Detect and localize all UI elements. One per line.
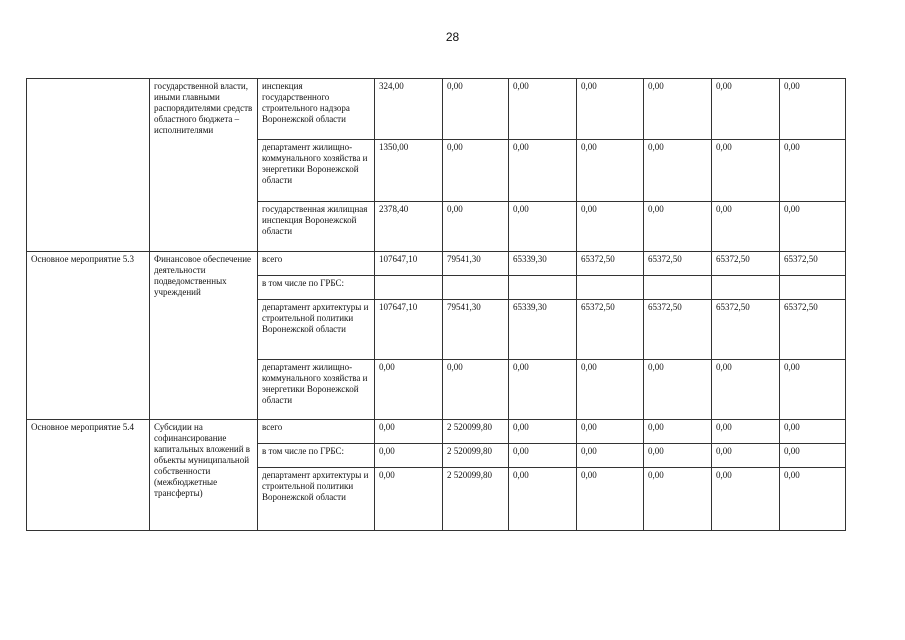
value-cell: 2378,40 xyxy=(375,202,443,252)
value-cell: 0,00 xyxy=(509,444,577,468)
value-cell: 2 520099,80 xyxy=(443,420,509,444)
measure-name-cell: Финансовое обеспечение деятельности подведомственных учреждений xyxy=(150,252,258,420)
value-cell: 65339,30 xyxy=(509,300,577,360)
value-cell: 65372,50 xyxy=(644,300,712,360)
value-cell: 0,00 xyxy=(509,202,577,252)
executor-cell: департамент архитектуры и строительной политики Воронежской области xyxy=(258,468,375,531)
value-cell: 0,00 xyxy=(509,420,577,444)
value-cell: 0,00 xyxy=(443,140,509,202)
value-cell: 107647,10 xyxy=(375,300,443,360)
value-cell: 0,00 xyxy=(443,79,509,140)
executor-cell: инспекция государственного строительного надзора Воронежской области xyxy=(258,79,375,140)
value-cell xyxy=(780,276,846,300)
table-row xyxy=(27,252,846,276)
value-cell: 79541,30 xyxy=(443,300,509,360)
value-cell: 0,00 xyxy=(509,360,577,420)
measure-cell xyxy=(27,79,150,252)
value-cell: 0,00 xyxy=(375,468,443,531)
value-cell: 0,00 xyxy=(780,420,846,444)
value-cell: 0,00 xyxy=(577,360,644,420)
value-cell: 107647,10 xyxy=(375,252,443,276)
value-cell: 65372,50 xyxy=(780,300,846,360)
value-cell: 0,00 xyxy=(644,420,712,444)
executor-cell: департамент архитектуры и строительной политики Воронежской области xyxy=(258,300,375,360)
value-cell: 65372,50 xyxy=(780,252,846,276)
value-cell xyxy=(577,276,644,300)
value-cell: 0,00 xyxy=(780,444,846,468)
value-cell: 0,00 xyxy=(644,360,712,420)
value-cell: 0,00 xyxy=(712,444,780,468)
value-cell: 0,00 xyxy=(509,140,577,202)
executor-cell: в том числе по ГРБС: xyxy=(258,276,375,300)
value-cell: 0,00 xyxy=(712,140,780,202)
value-cell xyxy=(375,276,443,300)
value-cell: 0,00 xyxy=(577,444,644,468)
executor-cell: всего xyxy=(258,420,375,444)
value-cell: 65372,50 xyxy=(644,252,712,276)
executor-cell: департамент жилищно-коммунального хозяйства и энергетики Воронежской области xyxy=(258,360,375,420)
value-cell: 0,00 xyxy=(375,420,443,444)
value-cell: 0,00 xyxy=(780,79,846,140)
page-number: 28 xyxy=(445,30,460,44)
value-cell xyxy=(443,276,509,300)
value-cell xyxy=(509,276,577,300)
value-cell: 0,00 xyxy=(644,468,712,531)
value-cell: 0,00 xyxy=(712,360,780,420)
value-cell: 0,00 xyxy=(712,79,780,140)
table-row xyxy=(27,420,846,444)
value-cell: 0,00 xyxy=(712,420,780,444)
value-cell: 0,00 xyxy=(712,202,780,252)
executor-cell: департамент жилищно-коммунального хозяйства и энергетики Воронежской области xyxy=(258,140,375,202)
executor-cell: в том числе по ГРБС: xyxy=(258,444,375,468)
value-cell: 0,00 xyxy=(712,468,780,531)
budget-table xyxy=(26,78,846,531)
value-cell: 0,00 xyxy=(780,468,846,531)
value-cell: 0,00 xyxy=(509,468,577,531)
value-cell: 65339,30 xyxy=(509,252,577,276)
value-cell: 0,00 xyxy=(577,202,644,252)
value-cell: 0,00 xyxy=(375,360,443,420)
value-cell: 0,00 xyxy=(577,468,644,531)
table-body xyxy=(27,79,846,531)
value-cell: 0,00 xyxy=(644,79,712,140)
value-cell: 2 520099,80 xyxy=(443,468,509,531)
measure-cell: Основное мероприятие 5.3 xyxy=(27,252,150,420)
value-cell: 65372,50 xyxy=(712,300,780,360)
executor-cell: всего xyxy=(258,252,375,276)
value-cell: 0,00 xyxy=(780,202,846,252)
value-cell: 2 520099,80 xyxy=(443,444,509,468)
value-cell: 65372,50 xyxy=(577,300,644,360)
value-cell: 65372,50 xyxy=(577,252,644,276)
value-cell: 79541,30 xyxy=(443,252,509,276)
value-cell: 0,00 xyxy=(375,444,443,468)
value-cell: 0,00 xyxy=(577,140,644,202)
value-cell: 0,00 xyxy=(443,360,509,420)
value-cell: 0,00 xyxy=(577,420,644,444)
measure-name-cell: Субсидии на софинансирование капитальных вложений в объекты муниципальной собственности (межбюджетные трансферты) xyxy=(150,420,258,531)
value-cell: 0,00 xyxy=(780,360,846,420)
value-cell: 0,00 xyxy=(443,202,509,252)
measure-name-cell: государственной власти, иными главными распорядителями средств областного бюджета – исполнителями xyxy=(150,79,258,252)
table-row xyxy=(27,79,846,140)
value-cell: 324,00 xyxy=(375,79,443,140)
value-cell: 0,00 xyxy=(577,79,644,140)
value-cell: 0,00 xyxy=(509,79,577,140)
value-cell: 0,00 xyxy=(644,140,712,202)
value-cell xyxy=(644,276,712,300)
value-cell: 0,00 xyxy=(644,444,712,468)
value-cell: 0,00 xyxy=(780,140,846,202)
value-cell xyxy=(712,276,780,300)
measure-cell: Основное мероприятие 5.4 xyxy=(27,420,150,531)
executor-cell: государственная жилищная инспекция Воронежской области xyxy=(258,202,375,252)
value-cell: 1350,00 xyxy=(375,140,443,202)
value-cell: 65372,50 xyxy=(712,252,780,276)
value-cell: 0,00 xyxy=(644,202,712,252)
